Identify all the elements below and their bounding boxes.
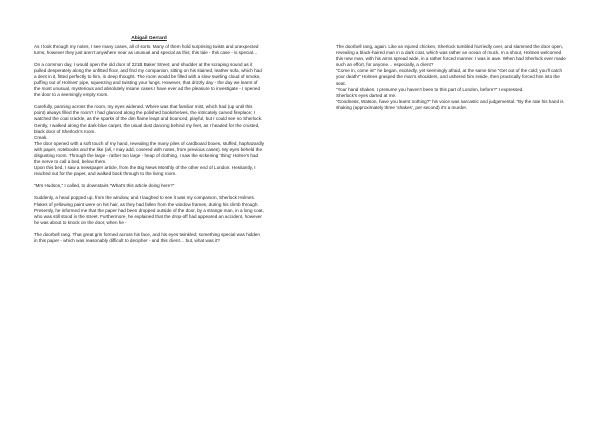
paragraph: As I look through my notes, I see many cases, all of sorts. Many of them hold surprising twists and unexpected turns, however they just aren't anywhere near as unusual and special as this; this tale - this case - is special… xyxy=(34,43,259,55)
paragraph: Upon this bed, I saw a newspaper article, from the Big News Monthly of the other end of London. Hesitantly, I reached out for the paper, and walked back through to the living room. xyxy=(34,165,256,177)
right-column xyxy=(336,44,566,111)
paragraph: “Come in, come in!” he began, excitedly, yet seemingly afraid, at the same time “Get out of the cold; you'll catch your death!” Holmes grasped the man's shoulders, and ushered him inside, then practically forced him into the seat. xyxy=(336,68,562,86)
left-column-body xyxy=(34,44,264,245)
paragraph: Creak. xyxy=(34,134,48,140)
paragraph: Suddenly, a head popped up, from the window, and I laughed to see it was my companion, Sherlock Holmes. Flakes of yellowing paint were on his hair, as they had fallen from the window frames, during his climb through. Presently, he informed me that the paper had been dropped outside of the door, by a strange man, in a long coat, who was still stood in the street. Furthermore, he explained that the drop-off had appeared an accident, however he was about to knock on the door, when he - xyxy=(34,195,264,225)
paragraph: “Your hand shakes. I presume you haven't been to this part of London, before?” I expressed. xyxy=(336,86,524,92)
paragraph: The door opened with a soft touch of my hand, revealing the many piles of cardboard boxes, stuffed, haphazardly with paper, notebooks and the like (all, I may add, covered with notes, from previous cases). My eyes beheld the disgusting room. Through the large - rather too large - heap of clothing, I saw the sickening ‘thing’ Holme's had the nerve to call a bed, below them. xyxy=(34,140,264,165)
paragraph: Carefully, panning across the room, my eyes widened. Where was that familiar mist, which had (up until this point) always filled the room? I had glanced along the polished bookshelves, the intricately carved fireplace; I watched the coal crackle, as the sparks of the dim flame leapt and bounced, playful, but I could see no Sherlock. Gently, I walked along the dark-blue carpet, the usual dust dancing behind my feet, as I headed for the crusted, black door of Sherlock's room. xyxy=(34,104,263,134)
right-column-body xyxy=(336,44,566,111)
paragraph: “Mrs Hudson,” I called, to downstairs “What's this article doing here?” xyxy=(34,183,175,189)
paragraph: The doorbell rang, again. Like an injured chicken, Sherlock tumbled hurriedly over, and slammed the door open, revealing a black-haired man in a dark coat, which was rather an ocean of muck. In a shout, Holmes welcomed this new man, with his arms spread wide, in a rather forced manner. I was in awe. When had Sherlock ever made such an effort, for anyone… especially, a client? xyxy=(336,44,566,68)
paragraph: The doorbell rang. That great grin formed across his face, and his eyes twinkled; something special was hidden in this paper - which was reasonably difficult to decipher - and this client… but, what was it? xyxy=(34,231,260,244)
paragraph: Sherlock's eyes darted at me. xyxy=(336,92,397,98)
left-column xyxy=(34,36,264,244)
paragraph: “Goodness, Watson, have you learnt nothing?” his voice was sarcastic and judgemental. “By the rate his hand is shaking (approximately three ‘shakes’, per second) it's a murder. xyxy=(336,98,564,110)
author-title: Abigail Gerrard xyxy=(131,36,167,41)
paragraph: On a common day, I would open the old door of 221B Baker Street, and shudder at the scraping sound as it pulled desperately along the unfitted floor, and find my companion, sitting on his stained, leather sofa, which had a dent in it, fitted perfectly to him, in deep thought. The room would be filled with a slow swirling cloud of smoke, puffing out of Holmes' pipe, squeezing and twisting your lungs. However, that drizzly day - the day we learnt of the most unusual, mysterious and absolutely insane cases I have ever ad the pleasure to investigate - I opened the door to a seemingly empty room. xyxy=(34,61,262,98)
